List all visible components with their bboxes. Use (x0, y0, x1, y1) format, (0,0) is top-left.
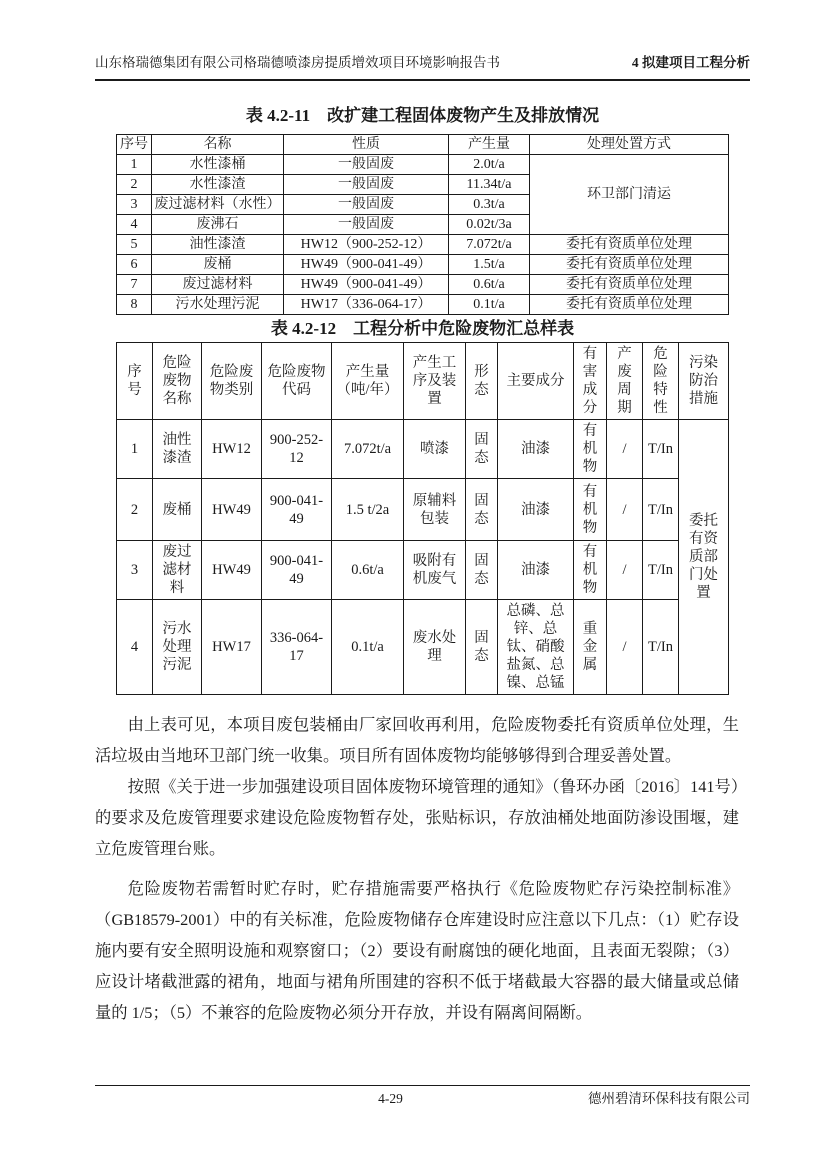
table-cell: 一般固废 (284, 195, 449, 215)
table-cell: 油性漆渣 (152, 235, 284, 255)
merged-disposal-cell: 环卫部门清运 (530, 155, 729, 235)
merged-measure-cell: 委托有资质部门处置 (679, 420, 729, 695)
table-cell: 固态 (466, 420, 498, 479)
solid-waste-table (116, 134, 729, 315)
table-cell: 废水处理 (404, 600, 466, 695)
column-header: 主要成分 (498, 343, 574, 420)
table-cell: 0.6t/a (449, 275, 530, 295)
table-cell: 6 (117, 255, 152, 275)
table-cell: 4 (117, 215, 152, 235)
table-cell: 水性漆桶 (152, 155, 284, 175)
table-cell: 3 (117, 195, 152, 215)
column-header: 名称 (152, 135, 284, 155)
table2-title: 表 4.2-12 工程分析中危险废物汇总样表 (270, 319, 575, 338)
column-header: 危险废物类别 (202, 343, 262, 420)
column-header: 序号 (117, 343, 153, 420)
table-cell: 1.5 t/2a (332, 479, 404, 541)
column-header: 有害成分 (574, 343, 607, 420)
table-cell: 有机物 (574, 420, 607, 479)
table-row (117, 600, 729, 695)
table-cell: 委托有资质单位处理 (530, 275, 729, 295)
table-cell: 1 (117, 155, 152, 175)
table-cell: 委托有资质单位处理 (530, 235, 729, 255)
column-header: 产生量 (449, 135, 530, 155)
table-row (117, 479, 729, 541)
table-cell: 1.5t/a (449, 255, 530, 275)
table-row (117, 235, 729, 255)
paragraph: 由上表可见，本项目废包装桶由厂家回收再利用，危险废物委托有资质单位处理，生活垃圾由当地环卫部门统一收集。项目所有固体废物均能够够得到合理妥善处置。 (95, 715, 739, 765)
table-cell: HW17 (202, 600, 262, 695)
table-cell: / (607, 600, 643, 695)
page-number: 4-29 (378, 1091, 403, 1106)
table-cell: HW49 (202, 541, 262, 600)
table-cell: 油漆 (498, 420, 574, 479)
table-cell: 油漆 (498, 541, 574, 600)
table-cell: HW12（900-252-12） (284, 235, 449, 255)
table-cell: 吸附有机废气 (404, 541, 466, 600)
table-cell: 有机物 (574, 479, 607, 541)
table-cell: 喷漆 (404, 420, 466, 479)
column-header: 危险特性 (643, 343, 679, 420)
table-row (117, 420, 729, 479)
table-cell: / (607, 420, 643, 479)
hazardous-waste-summary-table (116, 342, 729, 695)
column-header: 处理处置方式 (530, 135, 729, 155)
table-row (117, 255, 729, 275)
page-content (95, 96, 750, 1028)
table-cell: 重金属 (574, 600, 607, 695)
table-cell: 8 (117, 295, 152, 315)
table-cell: 2.0t/a (449, 155, 530, 175)
table1-title: 表 4.2-11 改扩建工程固体废物产生及排放情况 (245, 106, 600, 125)
table-cell: T/In (643, 541, 679, 600)
table-cell: 1 (117, 420, 153, 479)
paragraph: 危险废物若需暂时贮存时，贮存措施需要严格执行《危险废物贮存污染控制标准》（GB18579-2001）中的有关标准，危险废物储存仓库建设时应注意以下几点：（1）贮存设施内要有安全照明设施和观察窗口；（2）要设有耐腐蚀的硬化地面，且表面无裂隙；（3）应设计堵截泄露的裙角，地面与裙角所围建的容积不低于堵截最大容器的最大储量或总储量的 1/5；（5）不兼容的危险废物必须分开存放，并设有隔离间隔断。 (95, 879, 739, 1022)
table-cell: 污水处理污泥 (152, 295, 284, 315)
table-row (117, 295, 729, 315)
table-cell: T/In (643, 420, 679, 479)
table-row (117, 541, 729, 600)
table-cell: 有机物 (574, 541, 607, 600)
table-cell: 336-064-17 (262, 600, 332, 695)
column-header: 产生量（吨/年） (332, 343, 404, 420)
table-cell: 0.1t/a (332, 600, 404, 695)
table-cell: 一般固废 (284, 215, 449, 235)
table-header-row (117, 135, 729, 155)
table-cell: 委托有资质单位处理 (530, 255, 729, 275)
column-header: 产生工序及装置 (404, 343, 466, 420)
table-cell: 废桶 (153, 479, 202, 541)
column-header: 序号 (117, 135, 152, 155)
page-header (95, 0, 750, 81)
table-cell: 2 (117, 175, 152, 195)
table-cell: 水性漆渣 (152, 175, 284, 195)
table-cell: 900-252-12 (262, 420, 332, 479)
table-cell: 7.072t/a (332, 420, 404, 479)
table-cell: 5 (117, 235, 152, 255)
table-cell: T/In (643, 600, 679, 695)
table-cell: 总磷、总锌、总钛、硝酸盐氮、总镍、总锰 (498, 600, 574, 695)
column-header: 产废周期 (607, 343, 643, 420)
table-cell: HW17（336-064-17） (284, 295, 449, 315)
page-footer (95, 1085, 750, 1107)
table-cell: 废桶 (152, 255, 284, 275)
table-cell: 900-041-49 (262, 541, 332, 600)
report-title: 山东格瑞德集团有限公司格瑞德喷漆房提质增效项目环境影响报告书 (95, 55, 500, 70)
table-cell: 900-041-49 (262, 479, 332, 541)
table-cell: 7.072t/a (449, 235, 530, 255)
table-cell: 废过滤材料 (152, 275, 284, 295)
table-cell: 油性漆渣 (153, 420, 202, 479)
page-footer-content (95, 1090, 750, 1107)
table-cell: / (607, 541, 643, 600)
table-header-row (117, 343, 729, 420)
company-name: 德州碧清环保科技有限公司 (588, 1091, 750, 1106)
table-row (117, 155, 729, 175)
table-cell: 固态 (466, 479, 498, 541)
column-header: 性质 (284, 135, 449, 155)
table-cell: 固态 (466, 541, 498, 600)
table-cell: HW49（900-041-49） (284, 275, 449, 295)
table-cell: 一般固废 (284, 155, 449, 175)
table-cell: 委托有资质单位处理 (530, 295, 729, 315)
paragraph: 按照《关于进一步加强建设项目固体废物环境管理的通知》（鲁环办函〔2016〕141号）的要求及危废管理要求建设危险废物暂存处，张贴标识，存放油桶处地面防渗设围堰，建立危废管理台账。 (95, 777, 739, 858)
table-cell: 废沸石 (152, 215, 284, 235)
body-text (95, 709, 739, 1028)
table-cell: 原辅料包装 (404, 479, 466, 541)
table-cell: 2 (117, 479, 153, 541)
table-cell: / (607, 479, 643, 541)
table-cell: HW49 (202, 479, 262, 541)
column-header: 危险废物名称 (153, 343, 202, 420)
column-header: 危险废物代码 (262, 343, 332, 420)
table-cell: 固态 (466, 600, 498, 695)
chapter-label: 4 拟建项目工程分析 (631, 55, 750, 70)
column-header: 污染防治措施 (679, 343, 729, 420)
table-cell: 4 (117, 600, 153, 695)
table-cell: 0.1t/a (449, 295, 530, 315)
page-header-rule (95, 54, 750, 81)
table-cell: 0.3t/a (449, 195, 530, 215)
table-cell: 污水处理污泥 (153, 600, 202, 695)
table-cell: 0.6t/a (332, 541, 404, 600)
table-cell: 一般固废 (284, 175, 449, 195)
table-row (117, 275, 729, 295)
table-cell: 废过滤材料 (153, 541, 202, 600)
column-header: 形态 (466, 343, 498, 420)
table-cell: 7 (117, 275, 152, 295)
table-cell: 11.34t/a (449, 175, 530, 195)
table-cell: T/In (643, 479, 679, 541)
table-cell: HW49（900-041-49） (284, 255, 449, 275)
table-cell: 3 (117, 541, 153, 600)
table-cell: 油漆 (498, 479, 574, 541)
table-cell: 废过滤材料（水性） (152, 195, 284, 215)
table-cell: HW12 (202, 420, 262, 479)
table-cell: 0.02t/3a (449, 215, 530, 235)
